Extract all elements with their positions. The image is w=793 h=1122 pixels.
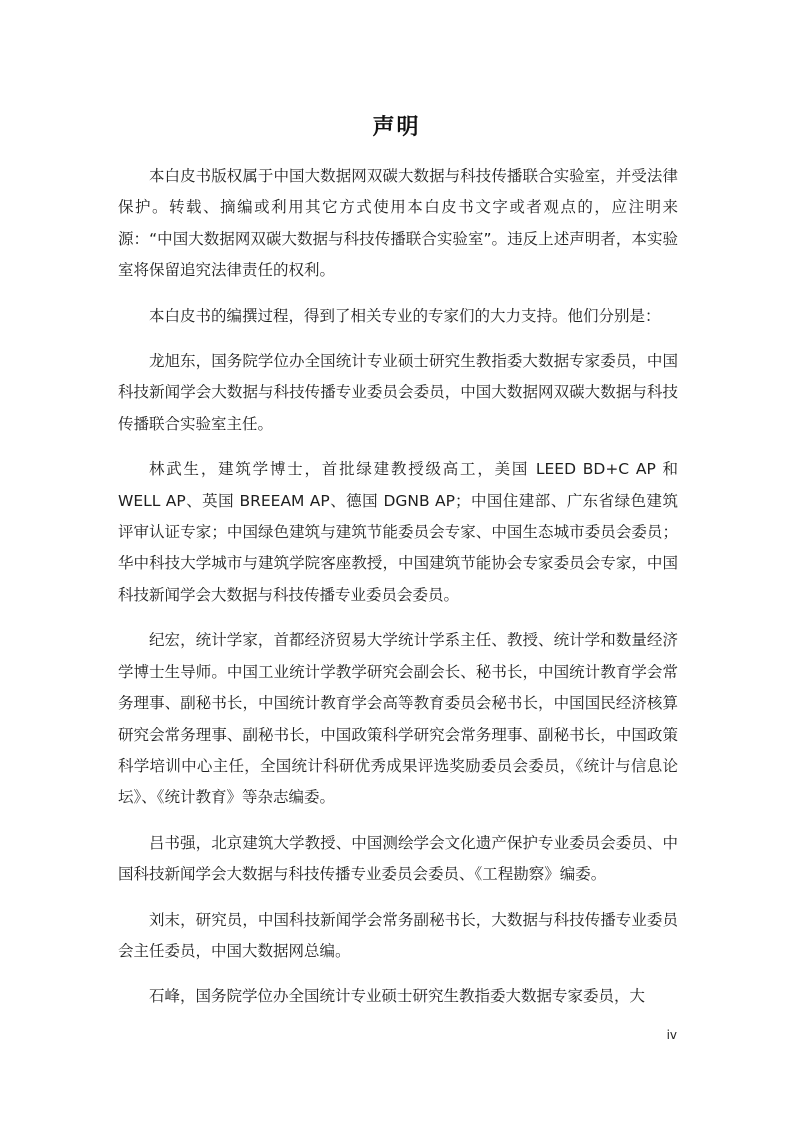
paragraph-expert-lv: 吕书强，北京建筑大学教授、中国测绘学会文化遗产保护专业委员会委员、中国科技新闻学会大数据与科技传播专业委员会委员、《工程勘察》编委。: [118, 833, 678, 884]
page-number: iv: [666, 1028, 677, 1042]
body-content: [118, 161, 678, 1027]
page-title: 声明: [372, 115, 421, 140]
paragraph-acknowledgement: 本白皮书的编撰过程，得到了相关专业的专家们的大力支持。他们分别是：: [149, 306, 661, 325]
paragraph-copyright: 本白皮书版权属于中国大数据网双碳大数据与科技传播联合实验室，并受法律保护。转载、摘编或利用其它方式使用本白皮书文字或者观点的，应注明来源：“中国大数据网双碳大数据与科技传播联合实验室”。违反上述声明者，本实验室将保留追究法律责任的权利。: [118, 167, 678, 280]
paragraph-expert-ji: 纪宏，统计学家，首都经济贸易大学统计学系主任、教授、统计学和数量经济学博士生导师。中国工业统计学教学研究会副会长、秘书长，中国统计教育学会常务理事、副秘书长，中国统计教育学会高等教育委员会秘书长，中国国民经济核算研究会常务理事、副秘书长，中国政策科学研究会常务理事、副秘书长，中国政策科学培训中心主任，全国统计科研优秀成果评选奖励委员会委员，《统计与信息论坛》、《统计教育》等杂志编委。: [118, 631, 678, 807]
paragraph-expert-shi: 石峰，国务院学位办全国统计专业硕士研究生教指委大数据专家委员，大: [149, 987, 646, 1006]
paragraph-expert-liu: 刘末，研究员，中国科技新闻学会常务副秘书长，大数据与科技传播专业委员会主任委员，中国大数据网总编。: [118, 910, 678, 960]
paragraph-expert-long: 龙旭东，国务院学位办全国统计专业硕士研究生教指委大数据专家委员，中国科技新闻学会大数据与科技传播专业委员会委员，中国大数据网双碳大数据与科技传播联合实验室主任。: [118, 352, 678, 433]
paragraph-expert-lin: 林武生，建筑学博士，首批绿建教授级高工，美国 LEED BD+C AP 和 WELL AP、英国 BREEAM AP、德国 DGNB AP；中国住建部、广东省绿色建筑评审认证专家；中国绿色建筑与建筑节能委员会专家、中国生态城市委员会委员；华中科技大学城市与建筑学院客座教授，中国建筑节能协会专家委员会专家，中国科技新闻学会大数据与科技传播专业委员会委员。: [118, 460, 678, 604]
